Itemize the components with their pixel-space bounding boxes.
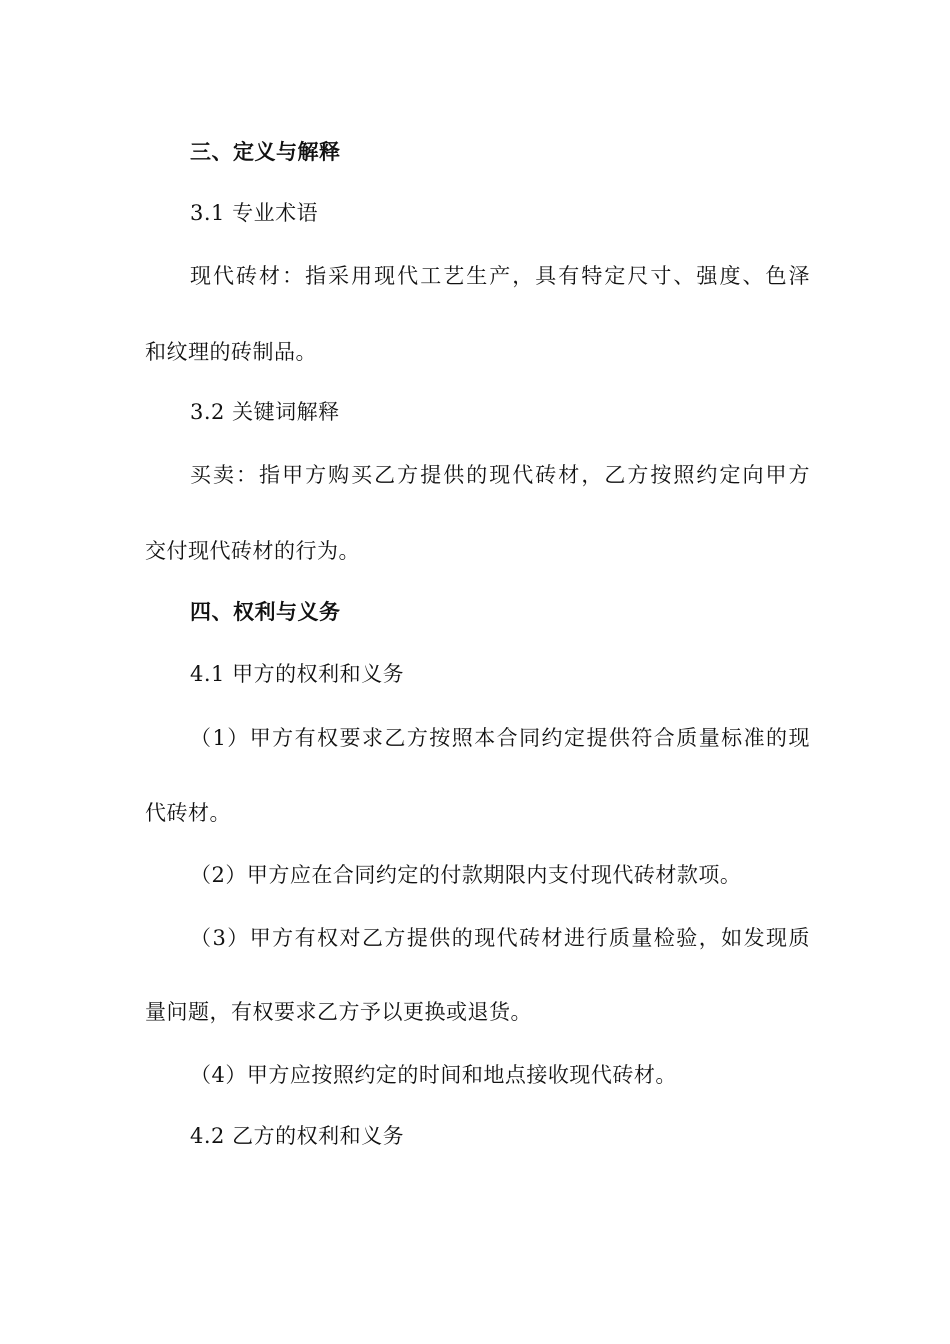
section-4-1-item-3-line-1: （3）甲方有权对乙方提供的现代砖材进行质量检验，如发现质 [190, 926, 810, 950]
section-3-heading: 三、定义与解释 [190, 139, 341, 164]
section-3-1-body-line-2: 和纹理的砖制品。 [145, 340, 317, 364]
section-4-heading: 四、权利与义务 [190, 599, 341, 624]
section-4-1-item-2: （2）甲方应在合同约定的付款期限内支付现代砖材款项。 [190, 863, 742, 887]
section-4-1-item-1-line-1: （1）甲方有权要求乙方按照本合同约定提供符合质量标准的现 [190, 726, 810, 750]
section-3-2-body-line-2: 交付现代砖材的行为。 [145, 539, 360, 563]
section-3-2-title: 3.2 关键词解释 [190, 400, 340, 424]
section-4-2-title: 4.2 乙方的权利和义务 [190, 1124, 405, 1148]
section-3-1-body-line-1: 现代砖材：指采用现代工艺生产，具有特定尺寸、强度、色泽 [190, 264, 810, 288]
section-3-2-body-line-1: 买卖：指甲方购买乙方提供的现代砖材，乙方按照约定向甲方 [190, 463, 810, 487]
section-4-1-title: 4.1 甲方的权利和义务 [190, 662, 405, 686]
section-4-1-item-4: （4）甲方应按照约定的时间和地点接收现代砖材。 [190, 1063, 677, 1087]
section-3-1-title: 3.1 专业术语 [190, 201, 319, 225]
section-4-1-item-1-line-2: 代砖材。 [145, 801, 231, 825]
section-4-1-item-3-line-2: 量问题，有权要求乙方予以更换或退货。 [145, 1000, 532, 1024]
